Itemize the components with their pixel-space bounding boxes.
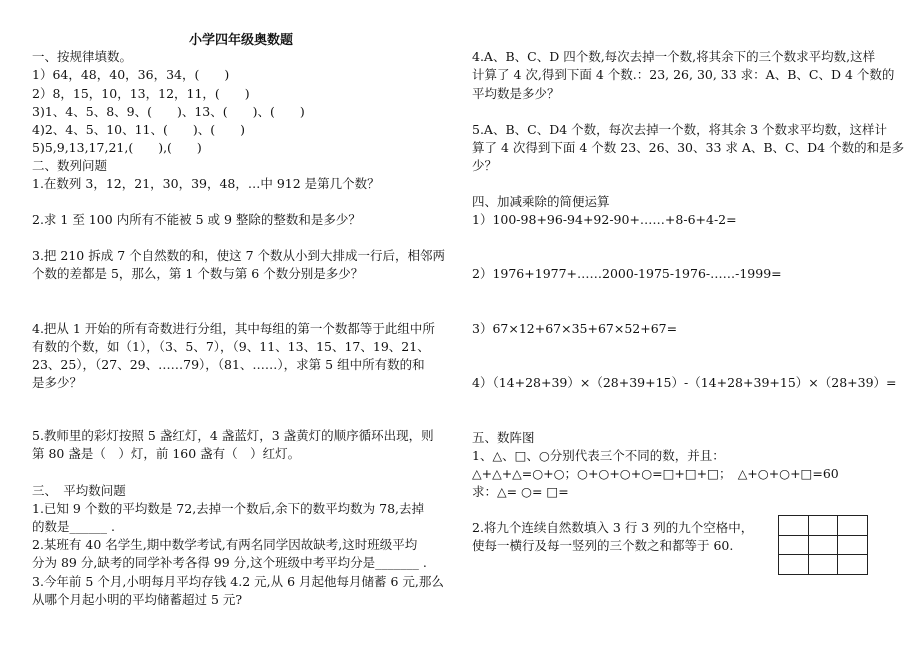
text-line: 1.在数列 3，12，21，30，39，48，…中 912 是第几个数？ (32, 176, 380, 191)
text-line: 2）1976+1977+……2000-1975-1976-……-1999= (472, 266, 782, 281)
text-line: 5)5,9,13,17,21,( ),( ) (32, 140, 202, 155)
text-line: 是多少？ (32, 375, 83, 390)
text-line: 2.某班有 40 名学生,期中数学考试,有两名同学因故缺考,这时班级平均 (32, 537, 418, 552)
text-line: 算了 4 次得到下面 4 个数 23、26、30、33 求 A、B、C、D4 个数的和是多 (472, 140, 905, 155)
grid-cell (779, 535, 809, 555)
text-line: 23、25），（27、29、……79），（81、……），求第 5 组中所有数的和 (32, 357, 425, 372)
text-line: 求：△= ○= □= (472, 484, 569, 499)
text-line: 计算了 4 次,得到下面 4 个数.：23, 26, 30, 33 求：A、B、C、D 4 个数的 (472, 67, 895, 82)
text-line: 3.今年前 5 个月,小明每月平均存钱 4.2 元,从 6 月起他每月储蓄 6 元,那么 (32, 574, 444, 589)
grid-cell (838, 516, 868, 536)
text-line: 1）64，48，40，36，34，( ) (32, 67, 230, 82)
text-line: 有数的个数，如（1），（3、5、7），（9、11、13、15、17、19、21、 (32, 339, 430, 354)
text-line: 个数的差都是 5，那么，第 1 个数与第 6 个数分别是多少？ (32, 266, 364, 281)
text-line: 2.求 1 至 100 内所有不能被 5 或 9 整除的整数和是多少？ (32, 212, 361, 227)
text-line: 5.A、B、C、D4 个数，每次去掉一个数，将其余 3 个数求平均数，这样计 (472, 122, 888, 137)
grid-cell (838, 535, 868, 555)
section-heading-3: 三、 平均数问题 (32, 483, 126, 498)
text-line: 1、△、□、○分别代表三个不同的数，并且： (472, 448, 725, 463)
text-line: 4）（14+28+39）×（28+39+15）-（14+28+39+15）×（28+39）= (472, 375, 897, 390)
grid-cell (808, 516, 838, 536)
section-heading-5: 五、数阵图 (472, 430, 535, 445)
text-line: 4)2、4、5、10、11、( )、( ) (32, 122, 246, 137)
text-line: 2.将九个连续自然数填入 3 行 3 列的九个空格中， (472, 520, 754, 535)
text-line: 5.教师里的彩灯按照 5 盏红灯，4 盏蓝灯，3 盏黄灯的顺序循环出现，则 (32, 428, 434, 443)
section-heading-4: 四、加减乘除的简便运算 (472, 194, 610, 209)
text-line: 2）8，15，10，13，12，11，( ) (32, 86, 250, 101)
grid-cell (808, 555, 838, 575)
text-line: 3)1、4、5、8、9、( )、13、( )、( ) (32, 104, 305, 119)
text-line: 3.把 210 拆成 7 个自然数的和，使这 7 个数从小到大排成一行后，相邻两 (32, 248, 446, 263)
text-line: 使每一横行及每一竖列的三个数之和都等于 60. (472, 538, 734, 553)
grid-cell (808, 535, 838, 555)
text-line: 4.把从 1 开始的所有奇数进行分组，其中每组的第一个数都等于此组中所 (32, 321, 435, 336)
section-heading-1: 一、按规律填数。 (32, 49, 133, 64)
text-line: 1）100-98+96-94+92-90+……+8-6+4-2= (472, 212, 737, 227)
grid-cell (838, 555, 868, 575)
text-line: 3）67×12+67×35+67×52+67= (472, 321, 678, 336)
text-line: 4.A、B、C、D 四个数,每次去掉一个数,将其余下的三个数求平均数,这样 (472, 49, 876, 64)
grid-cell (779, 516, 809, 536)
text-line: 从哪个月起小明的平均储蓄超过 5 元? (32, 592, 243, 607)
text-line: △+△+△=○+○；○+○+○+○=□+□+□； △+○+○+□=60 (472, 466, 839, 481)
text-line: 分为 89 分,缺考的同学补考各得 99 分,这个班级中考平均分是_______ . (32, 555, 427, 570)
text-line: 平均数是多少？ (472, 86, 560, 101)
text-line: 第 80 盏是（ ）灯，前 160 盏有（ ）红灯。 (32, 446, 301, 461)
three-by-three-grid (778, 515, 868, 575)
text-line: 1.已知 9 个数的平均数是 72,去掉一个数后,余下的数平均数为 78,去掉 (32, 501, 425, 516)
text-line: 的数是______ . (32, 519, 115, 534)
page-title: 小学四年级奥数题 (189, 33, 294, 48)
text-line: 少？ (472, 158, 498, 173)
section-heading-2: 二、数列问题 (32, 158, 108, 173)
grid-cell (779, 555, 809, 575)
